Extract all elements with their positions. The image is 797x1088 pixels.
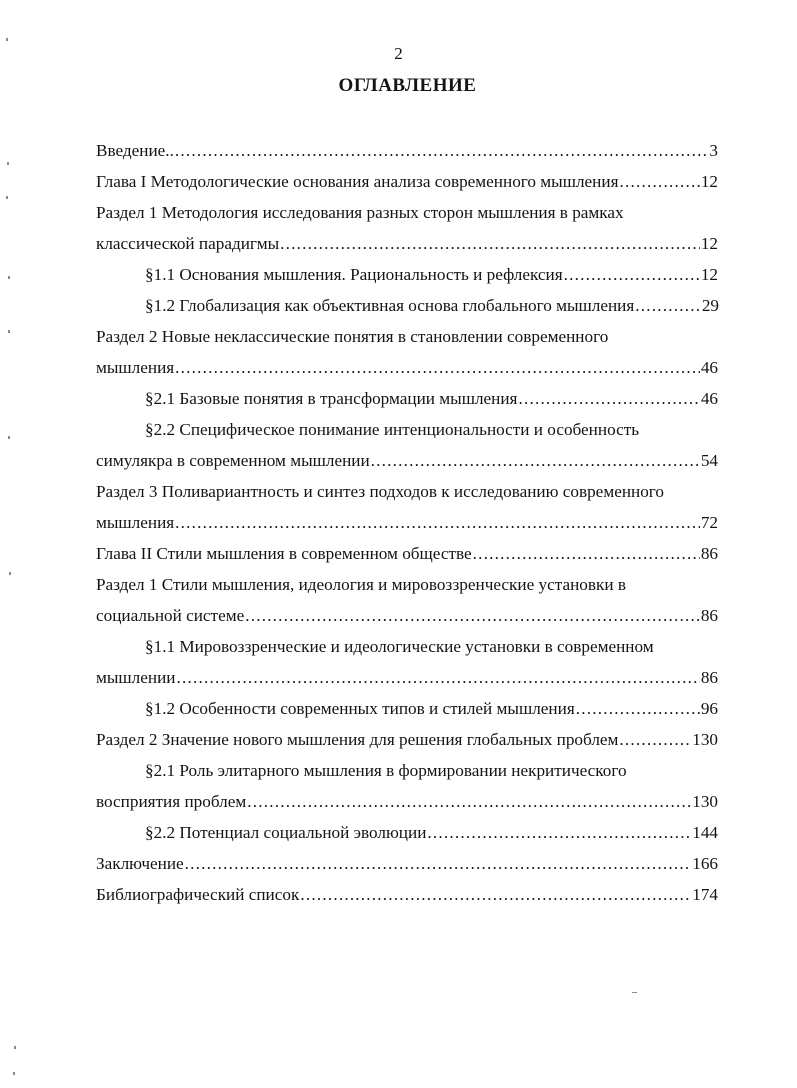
toc-entry-text: Глава I Методологические основания анализа современного мышления <box>96 172 619 191</box>
dot-leader <box>245 601 700 631</box>
scan-speck <box>14 1046 16 1049</box>
toc-entry-ch2-section-1-line2 <box>96 601 718 631</box>
toc-entry-text: §1.2 Особенности современных типов и стилей мышления <box>145 699 575 718</box>
toc-entry-page: 72 <box>700 513 718 532</box>
toc-entry-ch2-paragraph-1-2 <box>145 694 718 724</box>
toc-entry-section-3-line1: Раздел 3 Поливариантность и синтез подходов к исследованию современного <box>96 482 665 501</box>
toc-entry-paragraph-1-1 <box>145 260 718 290</box>
toc-entry-page: 12 <box>700 172 718 191</box>
toc-entry-section-2-line2 <box>96 353 718 383</box>
scan-speck <box>8 436 10 439</box>
toc-entry-ch2-section-1-line1: Раздел 1 Стили мышления, идеология и мировоззренческие установки в <box>96 575 626 594</box>
toc-entry-text: мышления <box>96 513 175 532</box>
toc-entry-section-1-line1: Раздел 1 Методология исследования разных сторон мышления в рамках <box>96 203 624 222</box>
toc-entry-page: 86 <box>700 668 718 687</box>
scan-speck <box>8 276 10 279</box>
toc-entry-text: социальной системе <box>96 606 245 625</box>
toc-entry-chapter-1 <box>96 167 718 197</box>
toc-entry-text: Заключение <box>96 854 184 873</box>
scan-speck <box>8 330 10 333</box>
toc-entry-page: 46 <box>700 358 718 377</box>
dot-leader <box>175 508 700 538</box>
toc-entry-text: Введение.. <box>96 141 174 160</box>
toc-entry-paragraph-2-1 <box>145 384 718 414</box>
toc-entry-page: 3 <box>709 141 718 160</box>
dot-leader <box>635 291 701 321</box>
dot-leader <box>564 260 700 290</box>
toc-entry-text: симулякра в современном мышлении <box>96 451 370 470</box>
toc-entry-chapter-2 <box>96 539 718 569</box>
dot-leader <box>619 167 699 197</box>
toc-entry-paragraph-1-2 <box>145 291 719 321</box>
page-title: ОГЛАВЛЕНИЕ <box>338 75 477 96</box>
toc-entry-section-3-line2 <box>96 508 718 538</box>
dot-leader <box>247 787 691 817</box>
toc-entry-ch2-paragraph-2-1-line1: §2.1 Роль элитарного мышления в формировании некритического <box>145 761 627 780</box>
toc-entry-bibliography <box>96 880 718 910</box>
toc-entry-text: §2.1 Базовые понятия в трансформации мышления <box>145 389 518 408</box>
dot-leader <box>175 136 709 166</box>
scan-speck <box>6 196 8 199</box>
toc-entry-page: 12 <box>700 265 718 284</box>
toc-entry-text: §1.2 Глобализация как объективная основа глобального мышления <box>145 296 635 315</box>
toc-entry-ch2-paragraph-2-2 <box>145 818 718 848</box>
toc-entry-page: 86 <box>700 544 718 563</box>
toc-entry-page: 54 <box>700 451 718 470</box>
toc-entry-page: 46 <box>700 389 718 408</box>
dot-leader <box>518 384 699 414</box>
dot-leader <box>175 353 700 383</box>
toc-entry-page: 174 <box>692 885 718 904</box>
toc-entry-text: Глава II Стили мышления в современном обществе <box>96 544 472 563</box>
toc-entry-section-1-line2 <box>96 229 718 259</box>
page-number: 2 <box>394 44 403 63</box>
toc-entry-ch2-paragraph-2-1-line2 <box>96 787 718 817</box>
dot-leader <box>300 880 691 910</box>
scan-speck <box>9 572 11 575</box>
toc-entry-text: мышления <box>96 358 175 377</box>
toc-entry-text: мышлении <box>96 668 176 687</box>
dot-leader <box>576 694 700 724</box>
toc-entry-ch2-paragraph-1-1-line2 <box>96 663 718 693</box>
toc-entry-text: §2.2 Потенциал социальной эволюции <box>145 823 427 842</box>
dot-leader <box>619 725 691 755</box>
dot-leader <box>185 849 692 879</box>
dot-leader <box>473 539 700 569</box>
dot-leader <box>371 446 700 476</box>
toc-entry-text: Библиографический список <box>96 885 300 904</box>
toc-entry-page: 130 <box>692 730 718 749</box>
scan-speck <box>6 38 8 41</box>
toc-entry-page: 144 <box>692 823 718 842</box>
toc-entry-text: классической парадигмы <box>96 234 280 253</box>
toc-entry-page: 29 <box>701 296 719 315</box>
toc-entry-ch2-paragraph-1-1-line1: §1.1 Мировоззренческие и идеологические установки в современном <box>145 637 654 656</box>
scan-speck <box>632 992 637 993</box>
toc-entry-page: 166 <box>692 854 718 873</box>
dot-leader <box>280 229 700 259</box>
toc-entry-introduction <box>96 136 718 166</box>
toc-entry-page: 12 <box>700 234 718 253</box>
toc-entry-page: 130 <box>692 792 718 811</box>
toc-entry-paragraph-2-2-line2 <box>96 446 718 476</box>
toc-entry-page: 86 <box>700 606 718 625</box>
toc-entry-paragraph-2-2-line1: §2.2 Специфическое понимание интенциональности и особенность <box>145 420 640 439</box>
toc-entry-text: Раздел 2 Значение нового мышления для решения глобальных проблем <box>96 730 619 749</box>
dot-leader <box>427 818 691 848</box>
toc-entry-ch2-section-2 <box>96 725 718 755</box>
toc-entry-text: восприятия проблем <box>96 792 247 811</box>
toc-entry-conclusion <box>96 849 718 879</box>
scan-speck <box>7 162 9 165</box>
scan-speck <box>13 1072 15 1075</box>
dot-leader <box>176 663 699 693</box>
toc-entry-text: §1.1 Основания мышления. Рациональность и рефлексия <box>145 265 563 284</box>
toc-entry-section-2-line1: Раздел 2 Новые неклассические понятия в становлении современного <box>96 327 609 346</box>
toc-entry-page: 96 <box>700 699 718 718</box>
